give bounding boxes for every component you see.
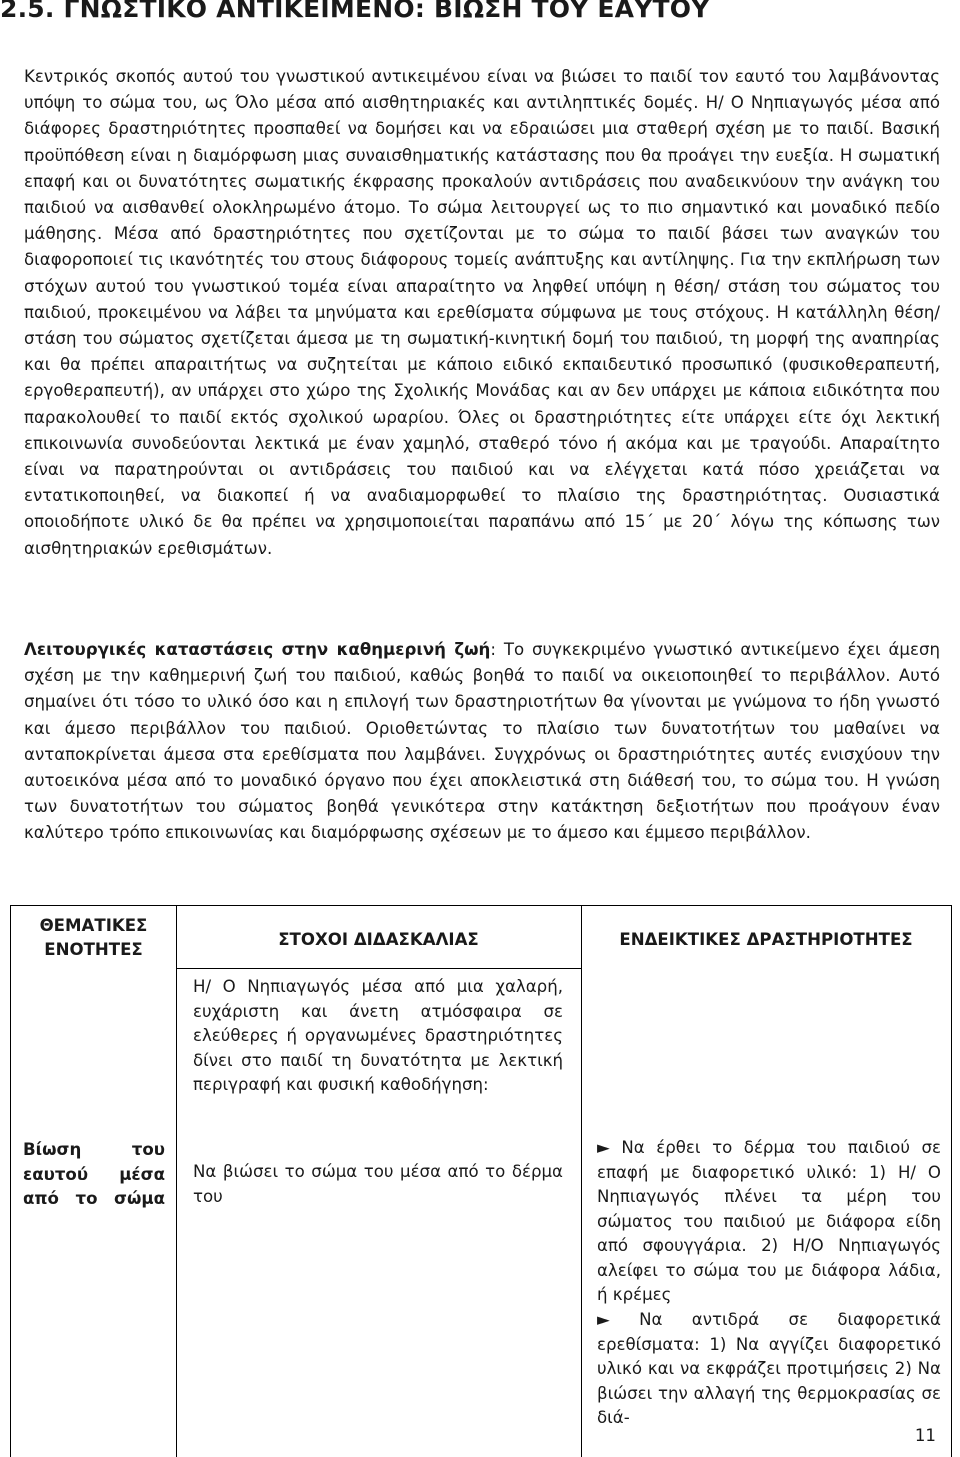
section-heading: 2.5. ΓΝΩΣΤΙΚΟ ΑΝΤΙΚΕΙΜΕΝΟ: ΒΙΩΣΗ ΤΟΥ ΕΑΥΤΟΥ — [0, 0, 710, 23]
paragraph-main: Κεντρικός σκοπός αυτού του γνωστικού αντικειμένου είναι να βιώσει το παιδί τον εαυτό του λαμβάνοντας υπόψη το σώμα του, ως Όλο μέσα από αισθητηριακές και αντιληπτικές δομές. Η/ Ο Νηπιαγωγός μέσα από διάφορες δραστηριότητες προσπαθεί να δομήσει και να εδραιώσει μια σταθερή σχέση με το παιδί. Βασική προϋπόθεση είναι η διαμόρφωση μιας συναισθηματικής κατάστασης που θα προάγει την ευεξία. Η σωματική επαφή και οι δυνατότητες σωματικής έκφρασης προκαλούν αντιδράσεις που αναδεικνύουν την ανάγκη του παιδιού να αισθανθεί ολοκληρωμένο άτομο. Το σώμα λειτουργεί ως το πιο σημαντικό και μοναδικό πεδίο μάθησης. Μέσα από δραστηριότητες που σχετίζονται με το σώμα το παιδί βάσει των αναγκών του διαφοροποιεί τις ικανότητές του στους διάφορους τομείς ανάπτυξης και αντίληψης. Για την εκπλήρωση των στόχων αυτού του γνωστικού τομέα είναι απαραίτητο να ληφθεί υπόψη η θέση/ στάση του σώματος του παιδιού, προκειμένου να λάβει τα μηνύματα και ερεθίσματα σύμφωνα με τους στόχους. Η κατάλληλη θέση/ στάση του σώματος σχετίζεται άμεσα με τη σωματική-κινητική δομή του παιδιού, τη μορφή της αναπηρίας και θα πρέπει απαραιτήτως να συζητείται με κάποιο ειδικό εκπαιδευτικό προσωπικό (φυσικοθεραπευτή, εργοθεραπευτή), αν υπάρχει στο χώρο της Σχολικής Μονάδας και αν δεν υπάρχει με κάποια ειδικότητα που παρακολουθεί το παιδί εκτός σχολικού ωραρίου. Όλες οι δραστηριότητες είτε υπάρχει είτε όχι λεκτική επικοινωνία συνοδεύονται λεκτικά με έναν χαμηλό, σταθερό τόνο ή ακόμα και με τραγούδι. Απαραίτητο είναι να παρατηρούνται οι αντιδράσεις του παιδιού και να ελέγχεται κατά πόσο χρειάζεται να εντατικοποιηθεί, να διακοπεί ή να αναδιαμορφωθεί το πλαίσιο της δραστηριότητας. Ουσιαστικά οποιοδήποτε υλικό δε θα πρέπει να χρησιμοποιείται παραπάνω από 15΄ με 20΄ λόγω της κόπωσης των αισθητηριακών ερεθισμάτων. — [24, 67, 940, 558]
activity-item: ► Να αντιδρά σε διαφορετικά ερεθίσματα: 1) Να αγγίζει διαφορετικό υλικό και να εκφράζει προτιμήσεις 2) Να βιώσει την αλλαγή της θερμοκρασίας σε διά- — [597, 1310, 941, 1427]
curriculum-table — [10, 905, 952, 1457]
header-goals: ΣΤΟΧΟΙ ΔΙΔΑΣΚΑΛΙΑΣ — [278, 930, 479, 949]
goal-cell: Να βιώσει το σώμα του μέσα από το δέρμα του — [193, 1162, 563, 1206]
table-row-divider — [176, 968, 581, 969]
paragraph-rest: : Το συγκεκριμένο γνωστικό αντικείμενο έχει άμεση σχέση με την καθημερινή ζωή του παιδιού, καθώς βοηθά το παιδί να οικειοποιηθεί το περιβάλλον. Αυτό σημαίνει ότι τόσο το υλικό όσο και η επιλογή των δραστηριοτήτων θα γίνονται με γνώμονα το ήδη γνωστό και άμεσο περιβάλλον του παιδιού. Οριοθετώντας το πλαίσιο των δυνατοτήτων του μαθαίνει να ανταποκρίνεται άμεσα στα ερεθίσματα που λαμβάνει. Συγχρόνως οι δραστηριότητες αυτές ενισχύουν την αυτοεικόνα μέσα από το μοναδικό όργανο που έχει αποκλειστικά στη διάθεσή του, το σώμα του. Η γνώση των δυνατοτήτων του σώματος βοηθά γενικότερα στην κατάκτηση δεξιοτήτων που προάγουν έναν καλύτερο τρόπο επικοινωνίας και διαμόρφωσης σχέσεων με το άμεσο και έμμεσο περιβάλλον. — [24, 640, 940, 843]
paragraph-lead: Λειτουργικές καταστάσεις στην καθημερινή ζωή — [24, 640, 491, 659]
header-themes: ΘΕΜΑΤΙΚΕΣ ΕΝΟΤΗΤΕΣ — [39, 916, 148, 959]
table-column-divider — [176, 906, 177, 1457]
activity-item: ► Να έρθει το δέρμα του παιδιού σε επαφή με διαφορετικό υλικό: 1) Η/ Ο Νηπιαγωγός πλένει τα μέρη του σώματος του παιδιού με διάφορα είδη από σφουγγάρια. 2) Η/Ο Νηπιαγωγός αλείφει το σώμα του με διάφορα λάδια, ή κρέμες — [597, 1138, 941, 1304]
page-number: 11 — [914, 1426, 936, 1445]
header-activities: ΕΝΔΕΙΚΤΙΚΕΣ ΔΡΑΣΤΗΡΙΟΤΗΤΕΣ — [619, 930, 913, 949]
table-intro-text: Η/ Ο Νηπιαγωγός μέσα από μια χαλαρή, ευχάριστη και άνετη ατμόσφαιρα σε ελεύθερες ή οργανωμένες δραστηριότητες δίνει στο παιδί τη δυνατότητα με λεκτική περιγραφή και φυσική καθοδήγηση: — [193, 977, 563, 1094]
table-column-divider — [581, 906, 582, 1457]
theme-cell: Βίωση του εαυτού μέσα από το σώμα — [23, 1140, 165, 1208]
paragraph-daily-life — [24, 637, 940, 847]
